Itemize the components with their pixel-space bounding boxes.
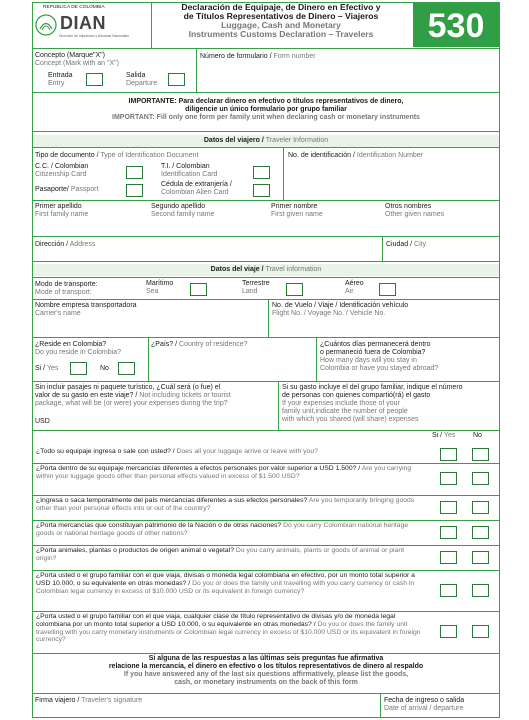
- title-en-line2: Instruments Customs Declaration – Travelers: [188, 29, 374, 40]
- question-yes-checkbox[interactable]: [440, 448, 457, 461]
- divider: [32, 463, 500, 464]
- reside-no-label: No: [100, 365, 109, 372]
- logo-subtitle: Dirección de Impuestos y Aduanas Nacionales: [59, 34, 129, 38]
- divider: [268, 299, 269, 337]
- question-text-en: Do you carry Colombian national heritage goods or national heritage goods of other nations?: [36, 522, 409, 537]
- question-yes-checkbox[interactable]: [440, 526, 457, 539]
- question-row: [36, 572, 426, 595]
- signature-field[interactable]: Firma viajero / Traveler's signature: [35, 697, 143, 704]
- question-text-es: ¿Porta dentro de su equipaje mercancías diferentes a efectos personales por valor superior a USD 1.500? /: [36, 465, 361, 472]
- air-checkbox[interactable]: [379, 283, 396, 296]
- form-code-badge: 530: [413, 3, 499, 47]
- divider: [32, 236, 500, 237]
- question-yes-checkbox[interactable]: [440, 625, 457, 638]
- important-notice: IMPORTANTE: Para declarar dinero en efectivo o títulos representativos de dinero, diligencie un único formulario por grupo familiar IMPORTANT: Fill only one form per family unit when declaring cash or monetary instruments: [112, 98, 420, 122]
- reside-question: ¿Reside en Colombia? Do you reside in Colombia?: [35, 341, 121, 357]
- divider: [32, 545, 500, 546]
- question-text-es: ¿Porta animales, plantas o productos de origen animal o vegetal?: [36, 547, 234, 554]
- cedula-checkbox[interactable]: [253, 184, 270, 197]
- mode-label: Modo de transporte: Mode of transport:: [35, 281, 98, 297]
- ti-label: T.I. / Colombian Identification Card: [161, 163, 218, 179]
- departure-checkbox[interactable]: [168, 73, 185, 86]
- traveler-section-header: Datos del viajero / Traveler Information: [33, 135, 499, 147]
- question-row: [36, 522, 426, 538]
- question-text-es: ¿Porta usted o el grupo familiar con el que viaja, cualquier clase de título representativo de divisas y/o de moneda legal colombiana por un monto total superior a USD 10.000, o su equivalente en otras monedas? /: [36, 613, 396, 628]
- passport-label: Pasaporte/ Passport: [35, 186, 99, 193]
- question-row: [36, 613, 426, 644]
- divider: [32, 48, 500, 49]
- question-text-es: ¿Porta mercancías que constituyan patrimonio de la Nación o de otras naciones?: [36, 522, 282, 529]
- republic-label: REPÚBLICA DE COLOMBIA: [43, 5, 105, 10]
- city-field[interactable]: Ciudad / City: [386, 241, 427, 248]
- title-es-line1: Declaración de Equipaje, de Dinero en Efectivo y: [181, 2, 381, 12]
- sea-label: Marítimo Sea: [146, 280, 174, 296]
- logo-wordmark: DIAN: [60, 13, 106, 33]
- no-column-header: No: [473, 432, 482, 439]
- form-title: [152, 3, 410, 39]
- divider: [148, 337, 149, 381]
- question-yes-checkbox[interactable]: [440, 472, 457, 485]
- form-number-field[interactable]: Número de formulario / Form number: [200, 53, 316, 60]
- land-checkbox[interactable]: [286, 283, 303, 296]
- question-text-en: Are you temporarily bringing goods other than your personal effects into or out of the country?: [36, 497, 415, 512]
- question-yes-checkbox[interactable]: [440, 551, 457, 564]
- departure-label: Salida Departure: [126, 72, 158, 88]
- trip-section-header: Datos del viaje / Travel information: [33, 264, 499, 276]
- reside-no-checkbox[interactable]: [118, 362, 135, 375]
- ti-checkbox[interactable]: [253, 166, 270, 179]
- divider: [316, 337, 317, 381]
- divider: [32, 147, 500, 148]
- cedula-label: Cédula de extranjería / Colombian Alien Card: [161, 181, 232, 197]
- flight-field[interactable]: No. de Vuelo / Viaje / Identificación vehículo Flight No. / Voyage No. / Vehicle No.: [272, 302, 409, 318]
- divider: [380, 693, 381, 718]
- usd-field[interactable]: USD: [35, 418, 50, 425]
- question-row: [36, 465, 426, 481]
- country-field[interactable]: ¿País? / Country of residence?: [151, 341, 248, 348]
- question-no-checkbox[interactable]: [472, 584, 489, 597]
- family-question[interactable]: Si su gasto incluye el del grupo familiar, indique el número de personas con quienes compartió(rá) el gasto If your expenses include those of your family unit,indicate the number of people with which you shared (will share) expenses: [282, 384, 463, 424]
- dian-logo: [33, 3, 151, 47]
- entry-label: Entrada Entry: [48, 72, 73, 88]
- last-name-2-field[interactable]: Segundo apellido Second family name: [151, 203, 215, 219]
- other-names-field[interactable]: Otros nombres Other given names: [385, 203, 445, 219]
- question-no-checkbox[interactable]: [472, 472, 489, 485]
- divider: [32, 570, 500, 571]
- question-no-checkbox[interactable]: [472, 448, 489, 461]
- entry-checkbox[interactable]: [86, 73, 103, 86]
- doc-type-label: Tipo de documento / Type of Identification Document: [35, 152, 199, 159]
- divider: [283, 147, 284, 200]
- question-row: [36, 547, 426, 563]
- dian-emblem-icon: [35, 14, 57, 36]
- divider: [32, 92, 500, 93]
- spend-question: Sin incluir pasajes ni paquete turístico, ¿Cuál será (o fue) el valor de su gasto en este viaje? / Not including tickets or tourist package, what will be (or were) your expenses during the trip?: [35, 384, 231, 408]
- divider: [382, 236, 383, 261]
- question-no-checkbox[interactable]: [472, 551, 489, 564]
- carrier-field[interactable]: Nombre empresa transportadora Carrier's name: [35, 302, 137, 318]
- divider: [32, 520, 500, 521]
- cc-label: C.C. / Colombian Citizenship Card: [35, 163, 89, 179]
- sea-checkbox[interactable]: [190, 283, 207, 296]
- title-en-line1: Luggage, Cash and Monetary: [221, 20, 341, 31]
- question-text-en: Do you carry animals, plants or goods of animal or plant origin?: [36, 547, 404, 562]
- date-field[interactable]: Fecha de ingreso o salida Date of arrival / departure: [384, 697, 465, 713]
- divider: [32, 495, 500, 496]
- concept-label: Concepto (Marque"X") Concept (Mark with an "X"): [35, 52, 119, 68]
- divider: [32, 693, 500, 694]
- divider: [196, 48, 197, 92]
- divider: [32, 200, 500, 201]
- question-yes-checkbox[interactable]: [440, 584, 457, 597]
- question-row: [36, 448, 426, 456]
- question-text-en: Do you or does the family unit travelling with you carry monetary instruments or Colombian legal currency in excess of $10.000 USD or its equivalent in foreign currency?: [36, 620, 421, 644]
- passport-checkbox[interactable]: [126, 184, 143, 197]
- question-text-es: ¿Porta usted o el grupo familiar con el que viaja, divisas o moneda legal colombiana en efectivo, por un monto total superior a USD 10.000, o su equivalente en otras monedas? /: [36, 572, 415, 587]
- question-text-en: Does all your luggage arrive or leave with you?: [176, 448, 318, 455]
- question-row: [36, 497, 426, 513]
- days-field[interactable]: ¿Cuántos días permanecerá dentro o permaneció fuera de Colombia? How many days will you stay in Colombia or have you stayed abroad?: [320, 341, 439, 373]
- question-text-en: Do you or does the family unit travelling with you carry currency or cash in Colombian legal currency in excess of $10.000 USD or its equivalent in foreign currency?: [36, 579, 415, 595]
- title-es-line2: de Títulos Representativos de Dinero – Viajeros: [183, 11, 379, 22]
- divider: [32, 430, 500, 431]
- divider: [32, 611, 500, 612]
- reside-yes-label: Si / Yes: [35, 365, 59, 372]
- divider: [32, 131, 500, 132]
- air-label: Aéreo Air: [345, 280, 364, 296]
- question-text-es: ¿Todo su equipaje ingresa o sale con usted? /: [36, 448, 175, 455]
- land-label: Terrestre Land: [242, 280, 270, 296]
- question-text-es: ¿Ingresa o saca temporalmente del país mercancías diferentes a sus efectos personales?: [36, 497, 308, 504]
- last-name-1-field[interactable]: Primer apellido First family name: [35, 203, 89, 219]
- divider: [32, 337, 500, 338]
- first-name-field[interactable]: Primer nombre First given name: [271, 203, 323, 219]
- reside-yes-checkbox[interactable]: [70, 362, 87, 375]
- question-no-checkbox[interactable]: [472, 526, 489, 539]
- affirmative-notice: Si alguna de las respuestas a las últimas seis preguntas fue afirmativa relacione la mercancía, el dinero en efectivo o los títulos representativos de dinero al respaldo If you have answered any of the last six questions affirmatively, please list the goods, cash, or monetary instruments on the back of this form: [108, 655, 424, 687]
- question-text-en: Are you carrying within your luggage goods other than personal effects valued in excess of $1.500 USD?: [36, 465, 412, 480]
- divider: [32, 299, 500, 300]
- question-no-checkbox[interactable]: [472, 625, 489, 638]
- divider: [32, 277, 500, 278]
- id-number-field[interactable]: No. de identificación / Identification Number: [288, 152, 424, 159]
- address-field[interactable]: Dirección / Address: [35, 241, 96, 248]
- question-yes-checkbox[interactable]: [440, 501, 457, 514]
- yes-column-header: Si / Yes: [432, 432, 456, 439]
- divider: [32, 381, 500, 382]
- divider: [32, 261, 500, 262]
- cc-checkbox[interactable]: [126, 166, 143, 179]
- divider: [32, 653, 500, 654]
- divider: [278, 381, 279, 430]
- question-no-checkbox[interactable]: [472, 501, 489, 514]
